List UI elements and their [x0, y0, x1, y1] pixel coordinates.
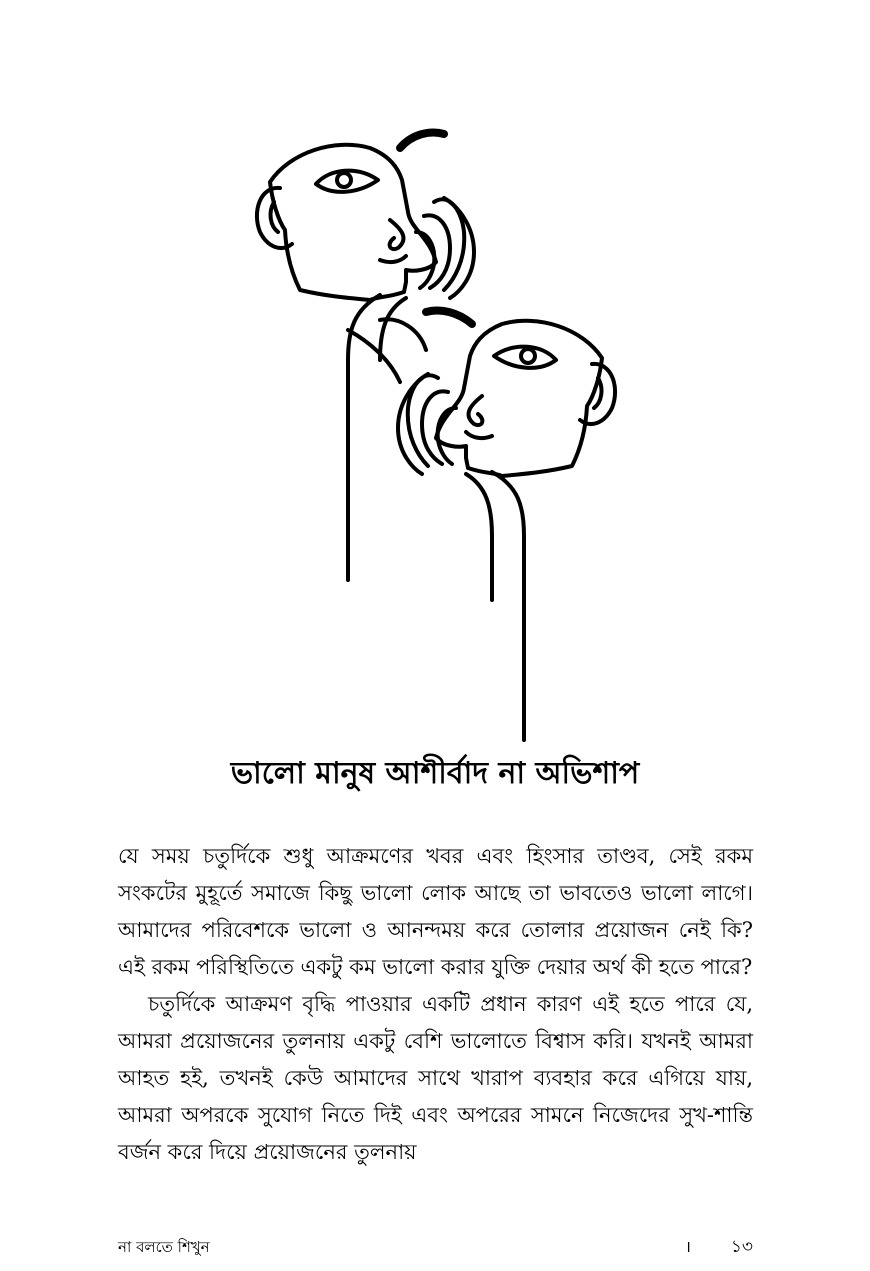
footer-book-title: না বলতে শিখুন — [118, 1238, 210, 1256]
footer-separator: । — [684, 1237, 691, 1256]
chapter-title: ভালো মানুষ আশীর্বাদ না অভিশাপ — [230, 756, 640, 791]
paragraph: যে সময় চতুর্দিকে শুধু আক্রমণের খবর এবং হিংসার তাণ্ডব, সেই রকম সংকটের মুহূর্তে সমাজে কিছু ভালো লোক আছে তা ভাবতেও ভালো লাগে। আমাদের পরিবেশকে ভালো ও আনন্দময় করে তোলার প্রয়োজন নেই কি? এই রকম পরিস্থিতিতে একটু কম ভালো করার যুক্তি দেয়ার অর্থ কী হতে পারে? — [118, 844, 753, 979]
page-footer — [118, 1234, 753, 1260]
two-faces-line-art-icon — [230, 120, 640, 745]
body-text — [118, 838, 753, 1171]
paragraph: চতুর্দিকে আক্রমণ বৃদ্ধি পাওয়ার একটি প্রধান কারণ এই হতে পারে যে, আমরা প্রয়োজনের তুলনায় একটু বেশি ভালোতে বিশ্বাস করি। যখনই আমরা আহত হই, তখনই কেউ আমাদের সাথে খারাপ ব্যবহার করে এগিয়ে যায়, আমরা অপরকে সুযোগ নিতে দিই এবং অপরের সামনে নিজেদের সুখ-শান্তি বর্জন করে দিয়ে প্রয়োজনের তুলনায় — [118, 992, 753, 1164]
page-number: ১৩ — [730, 1237, 753, 1257]
